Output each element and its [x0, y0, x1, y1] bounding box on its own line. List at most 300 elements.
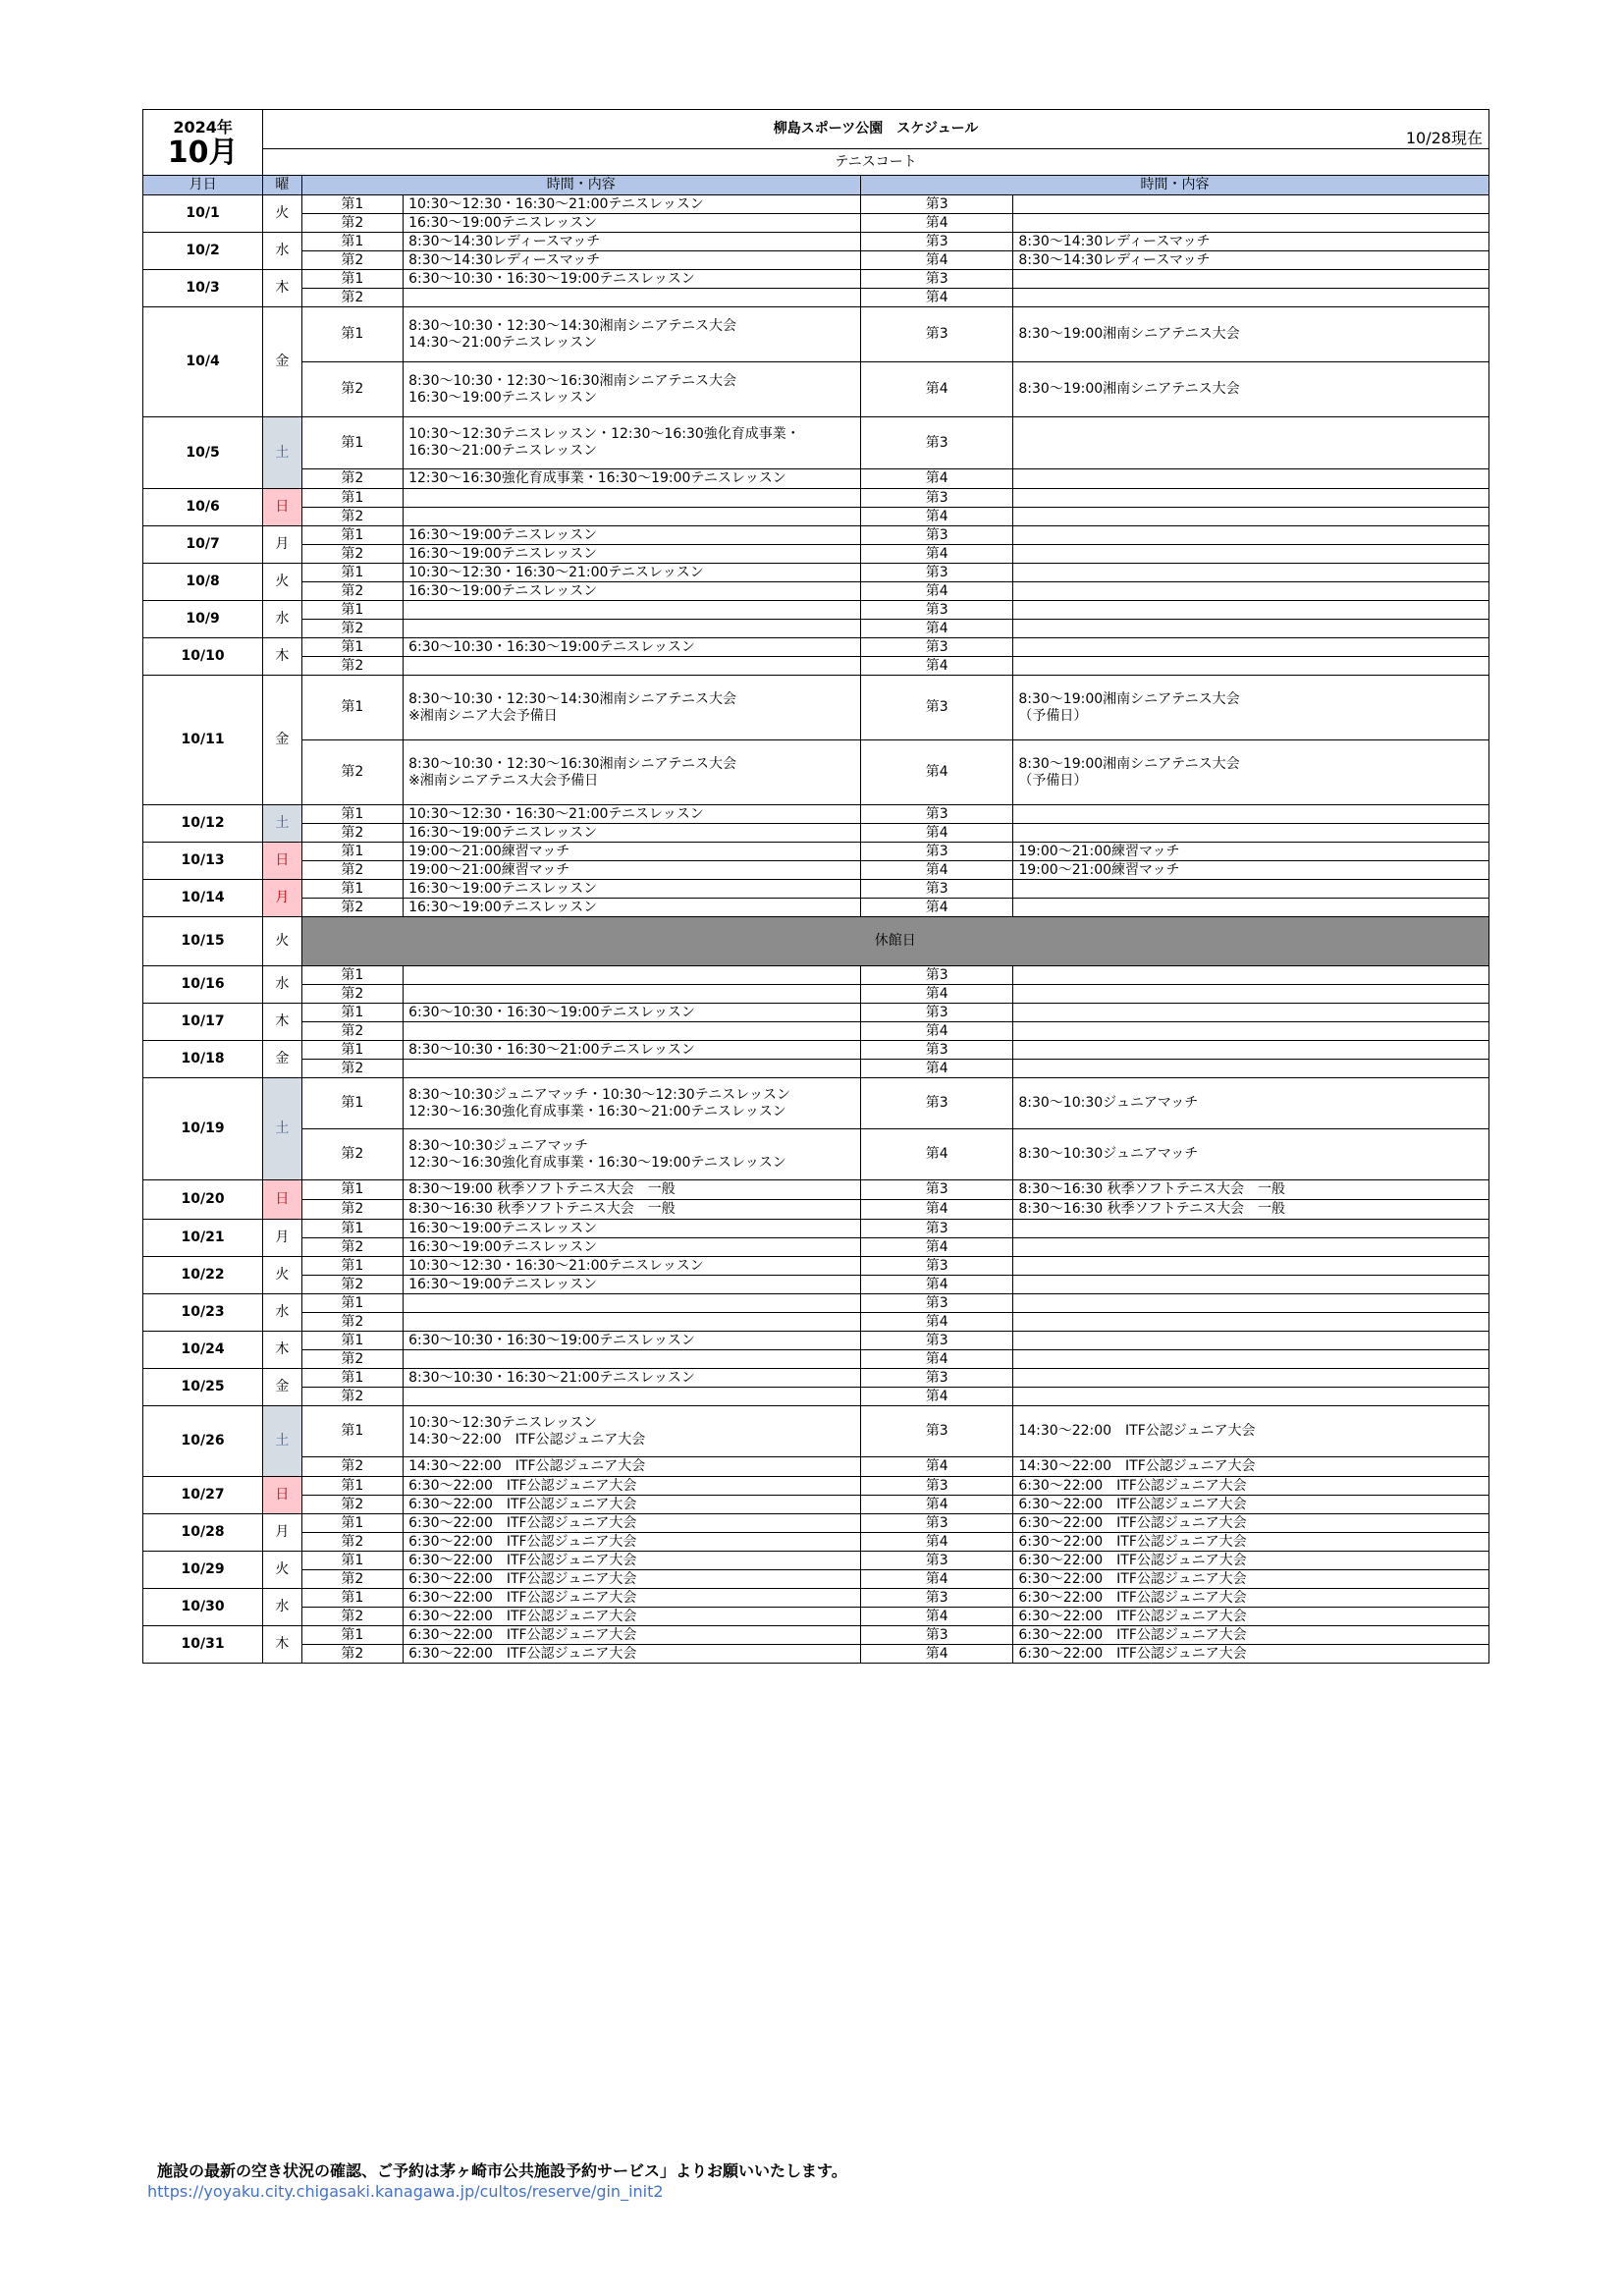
court-schedule	[1013, 469, 1489, 489]
court-label: 第1	[301, 1220, 404, 1238]
court-label: 第4	[861, 214, 1013, 233]
court-schedule	[1013, 582, 1489, 601]
court-label: 第4	[861, 1200, 1013, 1220]
court-schedule	[1013, 1220, 1489, 1238]
page-title: 柳島スポーツ公園 スケジュール	[773, 121, 979, 137]
court-schedule	[1013, 489, 1489, 508]
court-schedule: 6:30～22:00 ITF公認ジュニア大会	[1013, 1552, 1489, 1570]
court-schedule	[404, 1313, 861, 1332]
court-row	[143, 582, 1489, 601]
day-of-week-cell: 日	[263, 489, 301, 526]
court-label: 第2	[301, 1129, 404, 1180]
date-cell: 10/29	[143, 1552, 263, 1589]
court-schedule: 16:30～19:00テニスレッスン	[404, 1220, 861, 1238]
court-schedule: 6:30～22:00 ITF公認ジュニア大会	[404, 1570, 861, 1589]
court-label: 第2	[301, 362, 404, 417]
court-schedule: 8:30～16:30 秋季ソフトテニス大会 一般	[1013, 1180, 1489, 1200]
court-schedule: 8:30～14:30レディースマッチ	[404, 233, 861, 251]
court-row	[143, 899, 1489, 917]
date-cell: 10/24	[143, 1332, 263, 1369]
court-label: 第1	[301, 1514, 404, 1533]
court-schedule: 6:30～22:00 ITF公認ジュニア大会	[1013, 1626, 1489, 1645]
date-cell: 10/3	[143, 270, 263, 307]
court-label: 第1	[301, 1180, 404, 1200]
court-row	[143, 638, 1489, 657]
court-schedule	[1013, 1257, 1489, 1276]
court-label: 第3	[861, 564, 1013, 582]
day-of-week-cell: 月	[263, 1220, 301, 1257]
court-label: 第2	[301, 545, 404, 564]
court-label: 第2	[301, 1313, 404, 1332]
date-cell: 10/5	[143, 417, 263, 489]
closed-day-cell: 休館日	[301, 917, 1488, 966]
day-of-week-cell: 土	[263, 805, 301, 843]
court-label: 第2	[301, 582, 404, 601]
court-row	[143, 1406, 1489, 1457]
court-label: 第2	[301, 1200, 404, 1220]
court-row	[143, 1257, 1489, 1276]
court-schedule: 10:30～12:30テニスレッスン・12:30～16:30強化育成事業・ 16:30～21:00テニスレッスン	[404, 417, 861, 469]
court-label: 第4	[861, 1238, 1013, 1257]
court-schedule: 6:30～10:30・16:30～19:00テニスレッスン	[404, 1332, 861, 1350]
court-schedule	[1013, 564, 1489, 582]
court-schedule	[1013, 508, 1489, 526]
court-label: 第4	[861, 657, 1013, 676]
court-row	[143, 805, 1489, 824]
court-schedule: 6:30～22:00 ITF公認ジュニア大会	[1013, 1533, 1489, 1552]
court-label: 第1	[301, 1332, 404, 1350]
court-schedule	[1013, 1350, 1489, 1369]
court-schedule: 8:30～16:30 秋季ソフトテニス大会 一般	[1013, 1200, 1489, 1220]
court-schedule	[1013, 638, 1489, 657]
reservation-link[interactable]: https://yoyaku.city.chigasaki.kanagawa.jp/cultos/reserve/gin_init2	[147, 2182, 664, 2201]
day-of-week-cell: 水	[263, 1589, 301, 1626]
court-row	[143, 601, 1489, 620]
court-label: 第1	[301, 805, 404, 824]
court-label: 第3	[861, 489, 1013, 508]
court-schedule: 8:30～19:00湘南シニアテニス大会	[1013, 362, 1489, 417]
court-label: 第3	[861, 638, 1013, 657]
court-schedule	[404, 508, 861, 526]
court-row	[143, 289, 1489, 307]
court-label: 第4	[861, 899, 1013, 917]
court-schedule: 8:30～14:30レディースマッチ	[1013, 251, 1489, 270]
court-label: 第1	[301, 1406, 404, 1457]
day-of-week-cell: 火	[263, 564, 301, 601]
court-label: 第4	[861, 1457, 1013, 1477]
court-schedule	[1013, 526, 1489, 545]
court-schedule: 8:30～14:30レディースマッチ	[1013, 233, 1489, 251]
court-label: 第4	[861, 824, 1013, 843]
date-cell: 10/27	[143, 1477, 263, 1514]
court-label: 第4	[861, 545, 1013, 564]
court-schedule: 6:30～22:00 ITF公認ジュニア大会	[404, 1626, 861, 1645]
court-schedule: 16:30～19:00テニスレッスン	[404, 824, 861, 843]
court-label: 第4	[861, 1570, 1013, 1589]
court-schedule: 10:30～12:30テニスレッスン 14:30～22:00 ITF公認ジュニア大会	[404, 1406, 861, 1457]
day-of-week-cell: 金	[263, 1369, 301, 1406]
day-of-week-cell: 日	[263, 843, 301, 880]
court-schedule: 6:30～22:00 ITF公認ジュニア大会	[404, 1608, 861, 1626]
court-row	[143, 1388, 1489, 1406]
court-label: 第3	[861, 676, 1013, 740]
court-schedule	[1013, 270, 1489, 289]
court-schedule: 8:30～19:00湘南シニアテニス大会	[1013, 307, 1489, 362]
court-row	[143, 1496, 1489, 1514]
court-label: 第2	[301, 1533, 404, 1552]
court-schedule: 16:30～19:00テニスレッスン	[404, 899, 861, 917]
court-label: 第3	[861, 966, 1013, 985]
court-schedule: 16:30～19:00テニスレッスン	[404, 582, 861, 601]
year-month-cell	[143, 110, 263, 176]
day-of-week-cell: 金	[263, 676, 301, 805]
court-row	[143, 1350, 1489, 1369]
court-schedule	[1013, 1388, 1489, 1406]
date-cell: 10/2	[143, 233, 263, 270]
court-schedule: 8:30～10:30・12:30～14:30湘南シニアテニス大会 14:30～21:00テニスレッスン	[404, 307, 861, 362]
court-row	[143, 1276, 1489, 1294]
date-cell: 10/9	[143, 601, 263, 638]
court-schedule: 8:30～10:30・12:30～14:30湘南シニアテニス大会 ※湘南シニア大会予備日	[404, 676, 861, 740]
court-label: 第4	[861, 740, 1013, 805]
court-schedule	[1013, 1004, 1489, 1022]
court-schedule: 6:30～10:30・16:30～19:00テニスレッスン	[404, 1004, 861, 1022]
date-cell: 10/12	[143, 805, 263, 843]
court-schedule: 8:30～16:30 秋季ソフトテニス大会 一般	[404, 1200, 861, 1220]
court-row	[143, 1457, 1489, 1477]
court-schedule	[1013, 601, 1489, 620]
court-label: 第3	[861, 1294, 1013, 1313]
court-schedule	[404, 1294, 861, 1313]
court-label: 第4	[861, 861, 1013, 880]
court-row	[143, 1369, 1489, 1388]
court-label: 第2	[301, 861, 404, 880]
court-row	[143, 469, 1489, 489]
footer-note: 施設の最新の空き状況の確認、ご予約は茅ヶ崎市公共施設予約サービス」よりお願いいたします。	[157, 2161, 847, 2180]
day-of-week-cell: 木	[263, 1004, 301, 1041]
date-cell: 10/16	[143, 966, 263, 1004]
court-label: 第3	[861, 1477, 1013, 1496]
column-header-content-left: 時間・内容	[301, 176, 861, 195]
court-label: 第4	[861, 469, 1013, 489]
court-label: 第2	[301, 657, 404, 676]
court-schedule: 19:00～21:00練習マッチ	[1013, 843, 1489, 861]
court-schedule: 16:30～19:00テニスレッスン	[404, 526, 861, 545]
court-row	[143, 1200, 1489, 1220]
court-row	[143, 1626, 1489, 1645]
court-schedule: 8:30～10:30ジュニアマッチ 12:30～16:30強化育成事業・16:30～19:00テニスレッスン	[404, 1129, 861, 1180]
column-header-dow: 曜	[263, 176, 301, 195]
date-cell: 10/26	[143, 1406, 263, 1477]
court-schedule: 8:30～10:30・16:30～21:00テニスレッスン	[404, 1041, 861, 1060]
date-cell: 10/19	[143, 1078, 263, 1180]
court-schedule: 16:30～19:00テニスレッスン	[404, 880, 861, 899]
court-row	[143, 564, 1489, 582]
schedule-table	[142, 109, 1489, 1664]
date-cell: 10/8	[143, 564, 263, 601]
court-row	[143, 1078, 1489, 1129]
date-cell: 10/4	[143, 307, 263, 417]
court-row	[143, 1294, 1489, 1313]
court-label: 第1	[301, 417, 404, 469]
court-label: 第3	[861, 1406, 1013, 1457]
court-label: 第4	[861, 251, 1013, 270]
day-of-week-cell: 木	[263, 638, 301, 676]
court-schedule	[1013, 195, 1489, 214]
court-label: 第4	[861, 1129, 1013, 1180]
court-schedule: 12:30～16:30強化育成事業・16:30～19:00テニスレッスン	[404, 469, 861, 489]
court-label: 第3	[861, 1552, 1013, 1570]
date-cell: 10/18	[143, 1041, 263, 1078]
court-label: 第3	[861, 417, 1013, 469]
court-label: 第1	[301, 270, 404, 289]
court-schedule: 10:30～12:30・16:30～21:00テニスレッスン	[404, 1257, 861, 1276]
court-label: 第3	[861, 1078, 1013, 1129]
page-title-cell	[263, 110, 1489, 149]
court-label: 第1	[301, 880, 404, 899]
court-label: 第4	[861, 1533, 1013, 1552]
court-label: 第2	[301, 1570, 404, 1589]
court-label: 第2	[301, 289, 404, 307]
day-of-week-cell: 水	[263, 601, 301, 638]
court-label: 第3	[861, 1180, 1013, 1200]
court-schedule	[1013, 880, 1489, 899]
court-label: 第3	[861, 1589, 1013, 1608]
court-label: 第1	[301, 1294, 404, 1313]
court-row	[143, 620, 1489, 638]
court-row	[143, 526, 1489, 545]
court-row	[143, 1004, 1489, 1022]
court-label: 第4	[861, 1022, 1013, 1041]
court-row	[143, 1570, 1489, 1589]
court-row	[143, 508, 1489, 526]
day-of-week-cell: 月	[263, 880, 301, 917]
court-row	[143, 195, 1489, 214]
date-cell: 10/14	[143, 880, 263, 917]
court-label: 第2	[301, 1645, 404, 1664]
facility-subtitle: テニスコート	[263, 149, 1489, 176]
court-schedule	[404, 1060, 861, 1078]
court-label: 第1	[301, 638, 404, 657]
court-label: 第1	[301, 526, 404, 545]
date-cell: 10/13	[143, 843, 263, 880]
court-row	[143, 966, 1489, 985]
court-label: 第4	[861, 1060, 1013, 1078]
court-label: 第2	[301, 1457, 404, 1477]
court-schedule: 14:30～22:00 ITF公認ジュニア大会	[1013, 1457, 1489, 1477]
court-label: 第1	[301, 601, 404, 620]
court-row	[143, 545, 1489, 564]
court-label: 第1	[301, 676, 404, 740]
day-of-week-cell: 土	[263, 1406, 301, 1477]
date-cell: 10/23	[143, 1294, 263, 1332]
court-row	[143, 1060, 1489, 1078]
court-label: 第3	[861, 1220, 1013, 1238]
date-cell: 10/25	[143, 1369, 263, 1406]
court-row	[143, 1238, 1489, 1257]
court-label: 第2	[301, 620, 404, 638]
court-schedule	[404, 620, 861, 638]
court-label: 第2	[301, 469, 404, 489]
court-schedule	[1013, 620, 1489, 638]
day-of-week-cell: 木	[263, 270, 301, 307]
day-of-week-cell: 月	[263, 526, 301, 564]
court-schedule	[404, 966, 861, 985]
day-of-week-cell: 水	[263, 233, 301, 270]
court-row	[143, 1129, 1489, 1180]
court-label: 第3	[861, 843, 1013, 861]
court-schedule: 8:30～14:30レディースマッチ	[404, 251, 861, 270]
court-label: 第2	[301, 824, 404, 843]
court-label: 第2	[301, 1238, 404, 1257]
court-schedule	[1013, 805, 1489, 824]
court-schedule	[404, 489, 861, 508]
court-label: 第1	[301, 1589, 404, 1608]
court-label: 第3	[861, 233, 1013, 251]
day-of-week-cell: 日	[263, 1477, 301, 1514]
day-of-week-cell: 火	[263, 917, 301, 966]
court-label: 第2	[301, 1276, 404, 1294]
court-label: 第2	[301, 1022, 404, 1041]
day-of-week-cell: 火	[263, 1257, 301, 1294]
court-schedule: 6:30～22:00 ITF公認ジュニア大会	[1013, 1589, 1489, 1608]
court-label: 第3	[861, 270, 1013, 289]
court-schedule	[1013, 1313, 1489, 1332]
court-schedule: 6:30～22:00 ITF公認ジュニア大会	[1013, 1645, 1489, 1664]
date-cell: 10/17	[143, 1004, 263, 1041]
court-schedule: 6:30～22:00 ITF公認ジュニア大会	[404, 1552, 861, 1570]
court-schedule	[404, 985, 861, 1004]
court-schedule	[1013, 289, 1489, 307]
court-row	[143, 861, 1489, 880]
day-of-week-cell: 土	[263, 417, 301, 489]
court-row	[143, 985, 1489, 1004]
court-schedule	[1013, 985, 1489, 1004]
court-row	[143, 251, 1489, 270]
court-schedule: 16:30～19:00テニスレッスン	[404, 1276, 861, 1294]
date-cell: 10/10	[143, 638, 263, 676]
court-label: 第1	[301, 1626, 404, 1645]
court-schedule: 6:30～22:00 ITF公認ジュニア大会	[404, 1533, 861, 1552]
day-of-week-cell: 金	[263, 307, 301, 417]
court-label: 第3	[861, 880, 1013, 899]
day-of-week-cell: 水	[263, 1294, 301, 1332]
court-row	[143, 1533, 1489, 1552]
court-row	[143, 1589, 1489, 1608]
date-cell: 10/1	[143, 195, 263, 233]
court-schedule	[1013, 417, 1489, 469]
court-label: 第2	[301, 1388, 404, 1406]
court-label: 第3	[861, 1332, 1013, 1350]
court-schedule	[404, 289, 861, 307]
court-label: 第2	[301, 985, 404, 1004]
court-schedule	[1013, 1022, 1489, 1041]
court-row	[143, 489, 1489, 508]
court-row	[143, 1180, 1489, 1200]
court-schedule	[404, 1350, 861, 1369]
court-schedule	[1013, 1276, 1489, 1294]
court-label: 第3	[861, 1514, 1013, 1533]
day-of-week-cell: 土	[263, 1078, 301, 1180]
date-cell: 10/28	[143, 1514, 263, 1552]
court-schedule	[1013, 824, 1489, 843]
court-schedule: 6:30～22:00 ITF公認ジュニア大会	[404, 1645, 861, 1664]
court-schedule	[1013, 214, 1489, 233]
court-row	[143, 1220, 1489, 1238]
court-schedule	[404, 1022, 861, 1041]
court-schedule: 8:30～10:30ジュニアマッチ	[1013, 1129, 1489, 1180]
court-schedule: 16:30～19:00テニスレッスン	[404, 1238, 861, 1257]
day-of-week-cell: 木	[263, 1626, 301, 1664]
court-schedule	[404, 657, 861, 676]
court-row	[143, 1552, 1489, 1570]
court-schedule: 6:30～22:00 ITF公認ジュニア大会	[1013, 1570, 1489, 1589]
court-label: 第3	[861, 1369, 1013, 1388]
court-label: 第4	[861, 1350, 1013, 1369]
date-cell: 10/6	[143, 489, 263, 526]
court-schedule: 8:30～10:30・12:30～16:30湘南シニアテニス大会 16:30～19:00テニスレッスン	[404, 362, 861, 417]
court-label: 第3	[861, 601, 1013, 620]
day-of-week-cell: 火	[263, 195, 301, 233]
court-label: 第1	[301, 233, 404, 251]
court-label: 第1	[301, 489, 404, 508]
court-schedule: 8:30～19:00湘南シニアテニス大会 （予備日）	[1013, 676, 1489, 740]
court-schedule	[404, 601, 861, 620]
court-row	[143, 417, 1489, 469]
court-schedule: 6:30～10:30・16:30～19:00テニスレッスン	[404, 270, 861, 289]
court-row	[143, 1514, 1489, 1533]
court-schedule: 16:30～19:00テニスレッスン	[404, 214, 861, 233]
court-schedule	[1013, 899, 1489, 917]
court-label: 第2	[301, 251, 404, 270]
court-schedule: 8:30～10:30・12:30～16:30湘南シニアテニス大会 ※湘南シニアテニス大会予備日	[404, 740, 861, 805]
court-label: 第1	[301, 1078, 404, 1129]
court-schedule	[1013, 545, 1489, 564]
court-row	[143, 740, 1489, 805]
court-label: 第2	[301, 899, 404, 917]
court-schedule: 14:30～22:00 ITF公認ジュニア大会	[1013, 1406, 1489, 1457]
court-row	[143, 676, 1489, 740]
court-label: 第1	[301, 1041, 404, 1060]
court-label: 第2	[301, 1350, 404, 1369]
court-label: 第4	[861, 985, 1013, 1004]
court-row	[143, 1608, 1489, 1626]
court-label: 第4	[861, 1313, 1013, 1332]
court-row	[143, 362, 1489, 417]
court-schedule	[1013, 966, 1489, 985]
day-of-week-cell: 金	[263, 1041, 301, 1078]
court-schedule: 6:30～22:00 ITF公認ジュニア大会	[404, 1496, 861, 1514]
court-schedule: 6:30～22:00 ITF公認ジュニア大会	[1013, 1608, 1489, 1626]
court-label: 第1	[301, 307, 404, 362]
date-cell: 10/15	[143, 917, 263, 966]
date-cell: 10/21	[143, 1220, 263, 1257]
court-label: 第4	[861, 289, 1013, 307]
court-label: 第4	[861, 1496, 1013, 1514]
date-cell: 10/7	[143, 526, 263, 564]
day-row	[143, 917, 1489, 966]
court-label: 第3	[861, 1004, 1013, 1022]
court-schedule: 19:00～21:00練習マッチ	[404, 843, 861, 861]
court-label: 第3	[861, 526, 1013, 545]
court-label: 第3	[861, 1257, 1013, 1276]
court-label: 第4	[861, 1645, 1013, 1664]
court-label: 第4	[861, 620, 1013, 638]
court-schedule: 19:00～21:00練習マッチ	[1013, 861, 1489, 880]
court-row	[143, 1022, 1489, 1041]
court-label: 第1	[301, 1257, 404, 1276]
day-of-week-cell: 木	[263, 1332, 301, 1369]
